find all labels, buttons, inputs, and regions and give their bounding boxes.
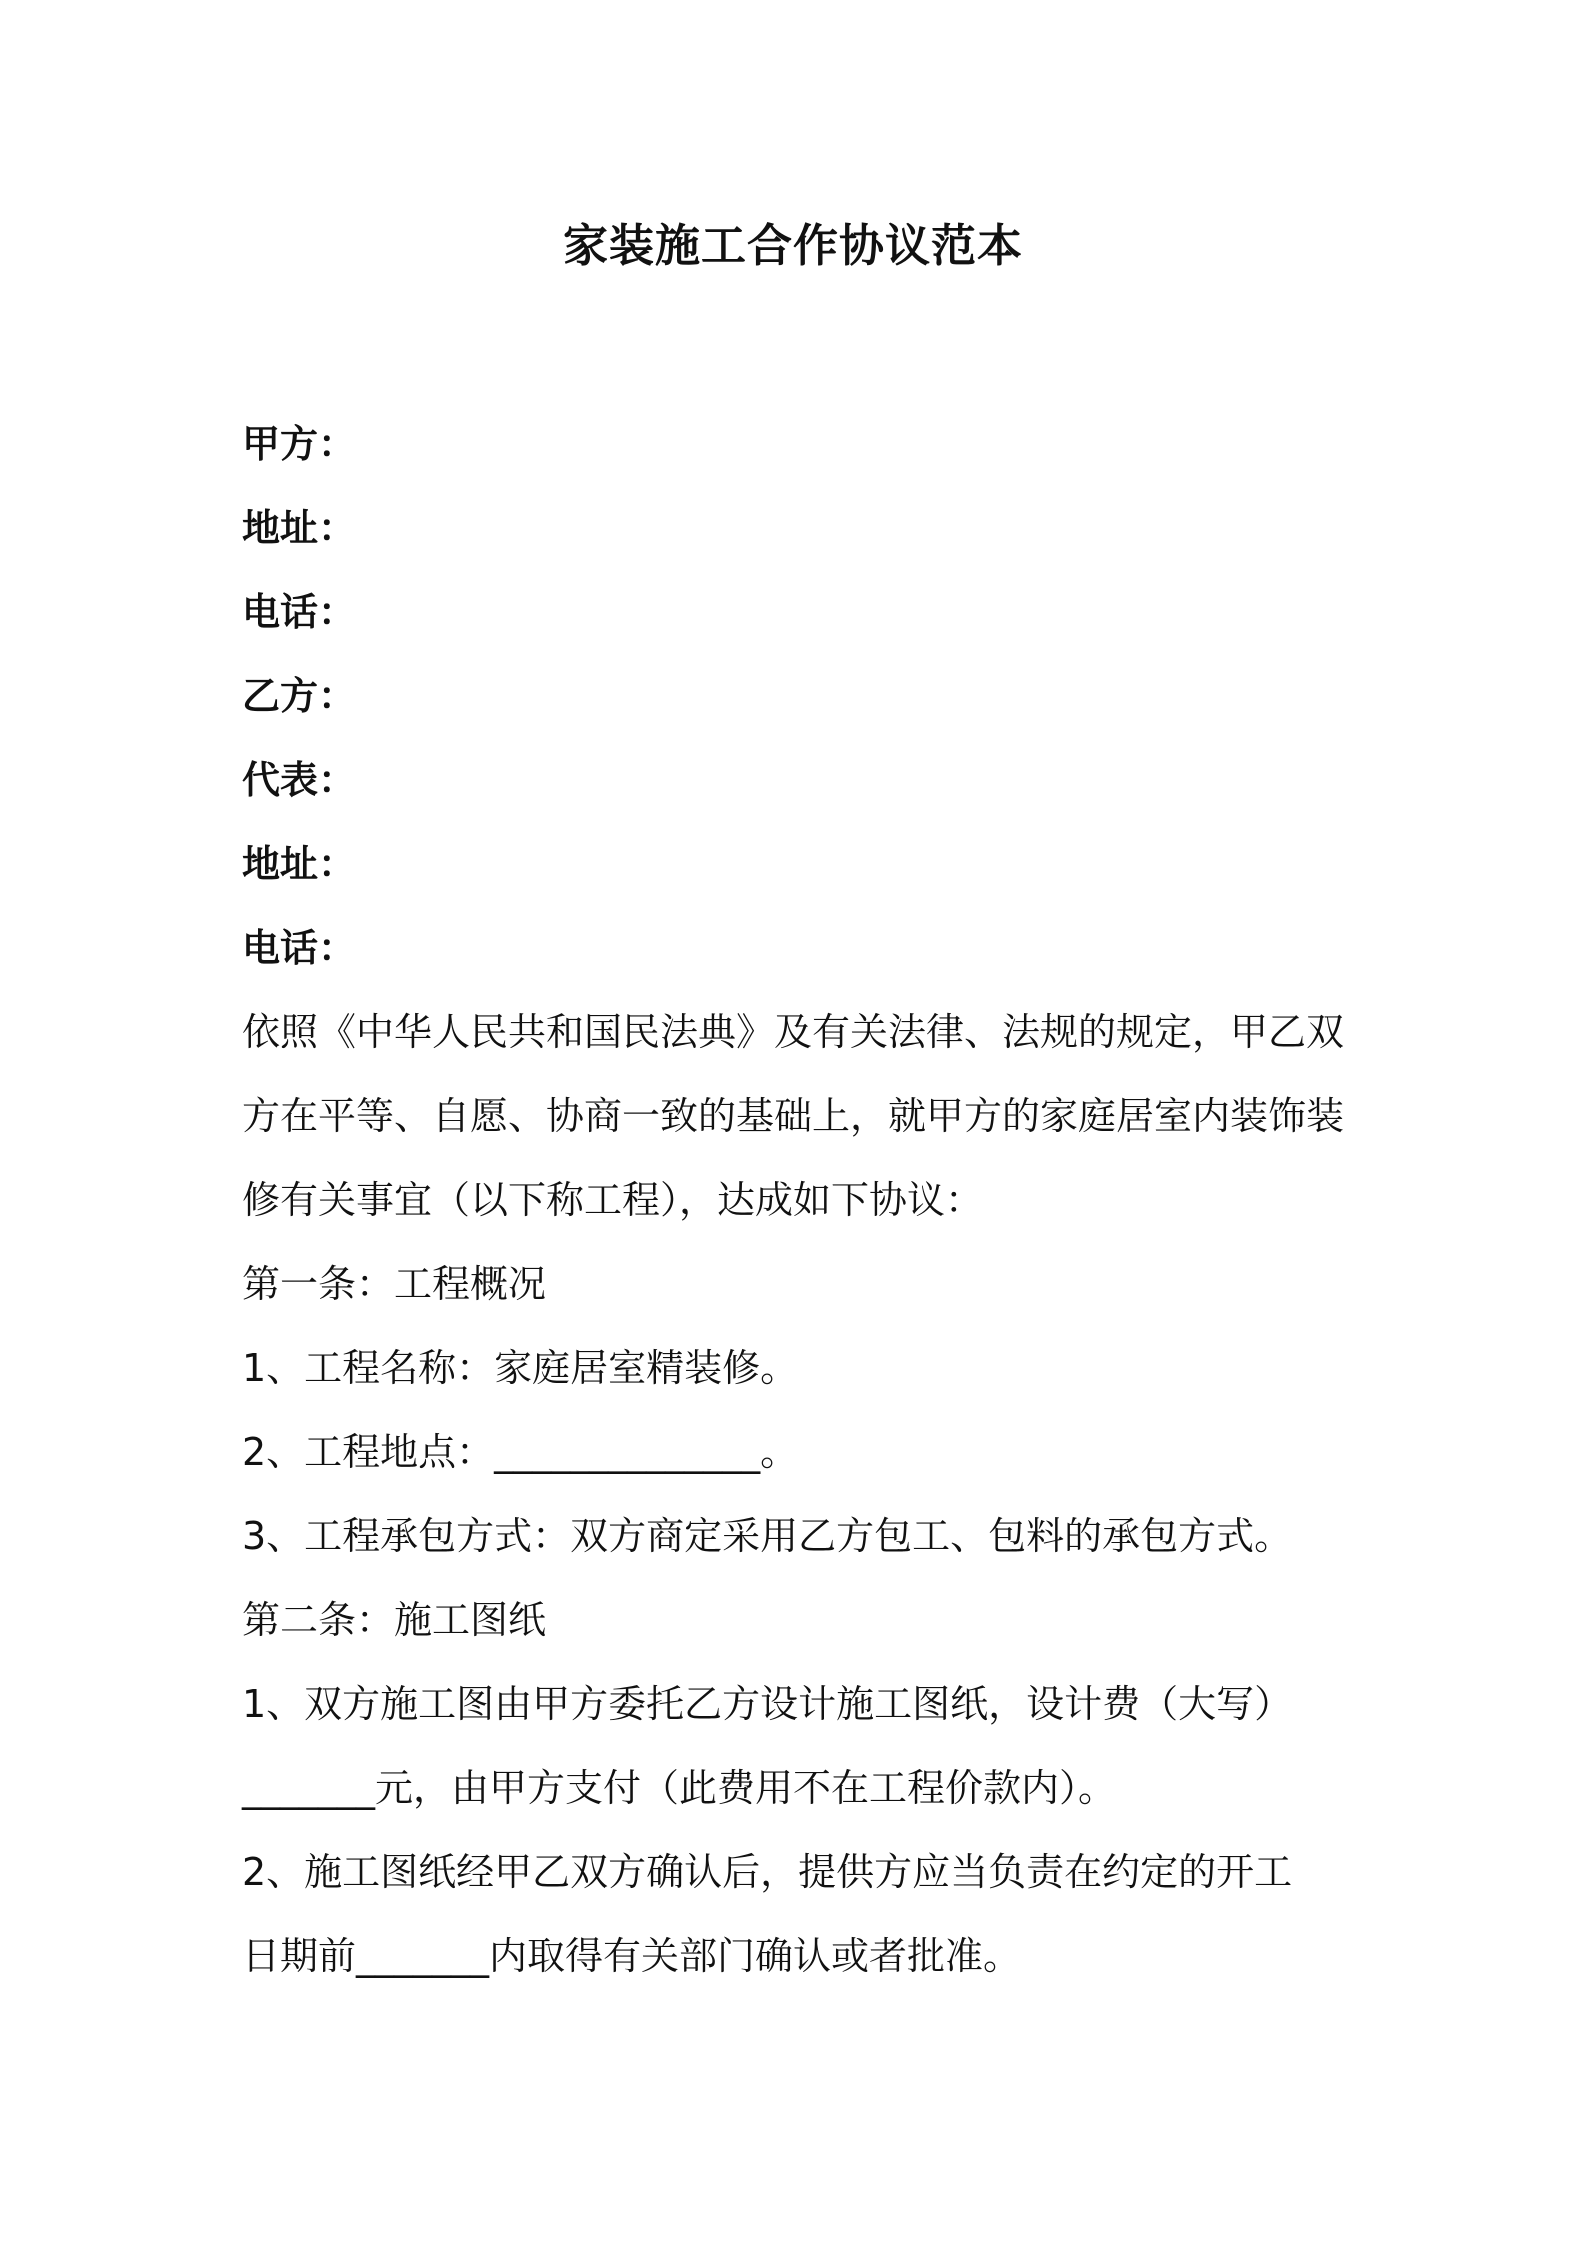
article-2-item-1-line-1: 1、双方施工图由甲方委托乙方设计施工图纸，设计费（大写） (242, 1682, 1293, 1726)
article-1-heading: 第一条：工程概况 (242, 1262, 547, 1306)
document-title: 家装施工合作协议范本 (562, 219, 1023, 272)
article-2-item-2-line-1: 2、施工图纸经甲乙双方确认后，提供方应当负责在约定的开工 (242, 1850, 1293, 1894)
document-body (242, 402, 1362, 1998)
party-a-phone-label: 电话： (242, 590, 357, 634)
party-b-phone-label: 电话： (242, 926, 357, 970)
article-1-item-3: 3、工程承包方式：双方商定采用乙方包工、包料的承包方式。 (242, 1514, 1293, 1558)
article-2-heading: 第二条：施工图纸 (242, 1598, 547, 1642)
article-1-item-1: 1、工程名称：家庭居室精装修。 (242, 1346, 799, 1390)
party-b-address-label: 地址： (242, 842, 357, 886)
article-1-item-2: 2、工程地点：______________。 (242, 1430, 799, 1474)
party-b-representative-label: 代表： (242, 758, 357, 802)
party-a-address-label: 地址： (242, 506, 357, 550)
article-2-item-2-line-2: 日期前_______内取得有关部门确认或者批准。 (242, 1934, 1022, 1978)
party-b-label: 乙方： (242, 674, 357, 718)
article-2-item-1-line-2: _______元，由甲方支付（此费用不在工程价款内）。 (242, 1766, 1117, 1810)
preamble-paragraph: 依照《中华人民共和国民法典》及有关法律、法规的规定，甲乙双方在平等、自愿、协商一致的基础上，就甲方的家庭居室内装饰装修有关事宜（以下称工程），达成如下协议： (242, 1010, 1345, 1222)
party-a-label: 甲方： (242, 422, 357, 466)
